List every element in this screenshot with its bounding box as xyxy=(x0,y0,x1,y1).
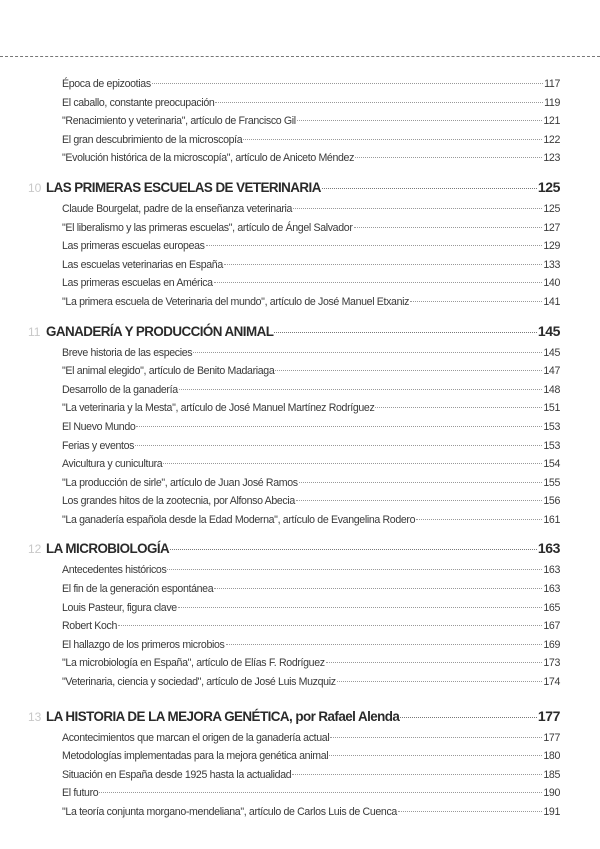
entry-title: Ferias y eventos xyxy=(62,439,135,452)
toc-entry[interactable] xyxy=(62,381,560,400)
toc-entry[interactable] xyxy=(62,784,560,803)
entry-page: 155 xyxy=(543,476,560,489)
toc-entry[interactable] xyxy=(62,617,560,636)
dot-leader xyxy=(293,208,542,209)
entry-title: Robert Koch xyxy=(62,620,118,633)
dot-leader xyxy=(163,463,542,464)
toc-entry[interactable] xyxy=(62,599,560,618)
toc-entry[interactable] xyxy=(62,747,560,766)
toc-entry[interactable] xyxy=(62,200,560,219)
dot-leader xyxy=(224,264,542,265)
entry-page: 177 xyxy=(543,731,560,744)
dot-leader xyxy=(170,549,537,550)
dot-leader xyxy=(118,625,542,626)
entry-page: 140 xyxy=(543,277,560,290)
chapter-title: LAS PRIMERAS ESCUELAS DE VETERINARIA xyxy=(46,179,321,195)
dot-leader xyxy=(337,681,543,682)
entry-page: 145 xyxy=(543,346,560,359)
chapter-heading[interactable] xyxy=(28,175,560,199)
entry-page: 154 xyxy=(543,458,560,471)
dot-leader xyxy=(330,737,542,738)
entry-page: 125 xyxy=(543,202,560,215)
entry-title: "El liberalismo y las primeras escuelas", artículo de Ángel Salvador xyxy=(62,221,353,234)
entry-title: Antecedentes históricos xyxy=(62,564,167,577)
toc-entry[interactable] xyxy=(62,112,560,131)
chapter-page: 177 xyxy=(537,707,560,724)
entry-page: 121 xyxy=(543,115,560,128)
dot-leader xyxy=(375,407,542,408)
entry-title: Situación en España desde 1925 hasta la actualidad xyxy=(62,768,292,781)
chapter-page: 163 xyxy=(537,540,560,557)
dot-leader xyxy=(410,301,542,302)
chapter-heading[interactable] xyxy=(28,319,560,343)
chapter-number: 13 xyxy=(28,709,42,724)
toc-entry[interactable] xyxy=(62,131,560,150)
dot-leader xyxy=(355,157,542,158)
entry-title: Breve historia de las especies xyxy=(62,346,193,359)
dot-leader xyxy=(193,352,542,353)
dot-leader xyxy=(226,644,543,645)
dot-leader xyxy=(329,755,542,756)
dot-leader xyxy=(297,120,543,121)
entry-title: El futuro xyxy=(62,787,99,800)
entry-title: Las escuelas veterinarias en España xyxy=(62,258,223,271)
entry-title: Louis Pasteur, figura clave xyxy=(62,601,177,614)
chapter-number: 12 xyxy=(28,542,42,557)
dot-leader xyxy=(275,370,542,371)
entry-title: "Veterinaria, ciencia y sociedad", artículo de José Luis Muzquiz xyxy=(62,676,336,689)
toc-entry[interactable] xyxy=(62,219,560,238)
entry-title: El Nuevo Mundo xyxy=(62,420,136,433)
entry-title: Acontecimientos que marcan el origen de la ganadería actual xyxy=(62,731,330,744)
entry-page: 127 xyxy=(543,221,560,234)
entry-page: 123 xyxy=(543,152,560,165)
entry-page: 169 xyxy=(543,638,560,651)
toc-entry[interactable] xyxy=(62,94,560,113)
entry-title: Claude Bourgelat, padre de la enseñanza veterinaria xyxy=(62,202,293,215)
entry-title: "La veterinaria y la Mesta", artículo de José Manuel Martínez Rodríguez xyxy=(62,402,375,415)
entry-page: 163 xyxy=(543,564,560,577)
toc-entry[interactable] xyxy=(62,362,560,381)
entry-title: El gran descubrimiento de la microscopía xyxy=(62,133,243,146)
entry-page: 153 xyxy=(543,439,560,452)
toc-entry[interactable] xyxy=(62,75,560,94)
entry-title: "La primera escuela de Veterinaria del mundo", artículo de José Manuel Etxaniz xyxy=(62,295,410,308)
toc-entry[interactable] xyxy=(62,580,560,599)
entry-page: 163 xyxy=(543,583,560,596)
chapter-page: 125 xyxy=(537,178,560,195)
entry-page: 147 xyxy=(543,365,560,378)
entry-title: Época de epizootias xyxy=(62,78,151,90)
toc-entry[interactable] xyxy=(62,344,560,363)
toc-entry[interactable] xyxy=(62,256,560,275)
entry-title: Las primeras escuelas en América xyxy=(62,277,213,290)
chapter-number: 11 xyxy=(28,324,41,339)
entry-title: "La producción de sirle", artículo de Juan José Ramos xyxy=(62,476,298,489)
dot-leader xyxy=(292,774,542,775)
dot-leader xyxy=(179,389,543,390)
chapter-page: 145 xyxy=(537,322,560,339)
toc-entry[interactable] xyxy=(62,511,560,530)
entry-page: 133 xyxy=(543,258,560,271)
toc-entry[interactable] xyxy=(62,474,560,493)
entry-page: 141 xyxy=(543,295,560,308)
dot-leader xyxy=(299,482,543,483)
entry-page: 129 xyxy=(543,240,560,253)
entry-title: "Renacimiento y veterinaria", artículo de Francisco Gil xyxy=(62,115,296,128)
toc-entry[interactable] xyxy=(62,418,560,437)
entry-title: Metodologías implementadas para la mejora genética animal xyxy=(62,750,329,763)
toc-entry[interactable] xyxy=(62,673,560,692)
dot-leader xyxy=(326,662,543,663)
entry-page: 151 xyxy=(543,402,560,415)
toc-entry[interactable] xyxy=(62,293,560,312)
entry-title: "El animal elegido", artículo de Benito Madariaga xyxy=(62,365,275,378)
page-top-divider xyxy=(0,56,600,57)
toc-entry[interactable] xyxy=(62,766,560,785)
dot-leader xyxy=(135,445,542,446)
entry-title: "La microbiología en España", artículo de Elías F. Rodríguez xyxy=(62,657,325,670)
toc-entry[interactable] xyxy=(62,237,560,256)
toc-entry[interactable] xyxy=(62,455,560,474)
dot-leader xyxy=(178,607,543,608)
chapter-title: LA HISTORIA DE LA MEJORA GENÉTICA, por Rafael Alenda xyxy=(46,708,400,724)
toc-entry[interactable] xyxy=(62,274,560,293)
toc-entry[interactable] xyxy=(62,437,560,456)
toc-entry[interactable] xyxy=(62,636,560,655)
dot-leader xyxy=(215,102,543,103)
dot-leader xyxy=(243,139,542,140)
entry-page: 180 xyxy=(543,750,560,763)
dot-leader xyxy=(214,588,542,589)
entry-page: 148 xyxy=(543,383,560,396)
toc-entry[interactable] xyxy=(62,654,560,673)
entry-page: 161 xyxy=(543,513,560,526)
toc-entry[interactable] xyxy=(62,729,560,748)
entry-title: "Evolución histórica de la microscopía", artículo de Aniceto Méndez xyxy=(62,152,355,165)
dot-leader xyxy=(398,811,542,812)
entry-page: 190 xyxy=(543,787,560,800)
entry-title: Avicultura y cunicultura xyxy=(62,458,163,471)
entry-page: 174 xyxy=(543,676,560,689)
table-of-contents xyxy=(0,75,600,822)
dot-leader xyxy=(416,519,542,520)
toc-entry[interactable] xyxy=(62,561,560,580)
dot-leader xyxy=(99,792,542,793)
entry-title: Los grandes hitos de la zootecnia, por Alfonso Abecia xyxy=(62,495,295,508)
dot-leader xyxy=(354,227,543,228)
entry-title: "La ganadería española desde la Edad Moderna", artículo de Evangelina Rodero xyxy=(62,513,416,526)
entry-title: Las primeras escuelas europeas xyxy=(62,240,205,253)
entry-page: 165 xyxy=(543,601,560,614)
toc-entry[interactable] xyxy=(62,149,560,168)
chapter-title: GANADERÍA Y PRODUCCIÓN ANIMAL xyxy=(46,323,274,339)
dot-leader xyxy=(400,717,537,718)
entry-page: 117 xyxy=(544,78,560,90)
entry-title: El fin de la generación espontánea xyxy=(62,583,214,596)
chapter-title: LA MICROBIOLOGÍA xyxy=(46,541,170,557)
toc-entry[interactable] xyxy=(62,492,560,511)
entry-page: 191 xyxy=(543,806,560,818)
chapter-number: 10 xyxy=(28,180,42,195)
dot-leader xyxy=(274,332,537,333)
toc-entry[interactable] xyxy=(62,803,560,822)
toc-entry[interactable] xyxy=(62,399,560,418)
dot-leader xyxy=(152,83,543,84)
entry-page: 173 xyxy=(543,657,560,670)
entry-page: 185 xyxy=(543,768,560,781)
dot-leader xyxy=(136,426,542,427)
entry-title: El hallazgo de los primeros microbios xyxy=(62,638,225,651)
chapter-heading[interactable] xyxy=(28,704,560,728)
entry-title: "La teoría conjunta morgano-mendeliana", artículo de Carlos Luis de Cuenca xyxy=(62,806,397,818)
dot-leader xyxy=(296,500,542,501)
dot-leader xyxy=(214,282,543,283)
entry-page: 119 xyxy=(544,96,560,109)
entry-title: El caballo, constante preocupación xyxy=(62,96,215,109)
entry-page: 153 xyxy=(543,420,560,433)
entry-page: 167 xyxy=(543,620,560,633)
dot-leader xyxy=(322,188,537,189)
dot-leader xyxy=(167,569,542,570)
entry-page: 122 xyxy=(543,133,560,146)
entry-page: 156 xyxy=(543,495,560,508)
dot-leader xyxy=(206,245,543,246)
entry-title: Desarrollo de la ganadería xyxy=(62,383,178,396)
chapter-heading[interactable] xyxy=(28,536,560,560)
